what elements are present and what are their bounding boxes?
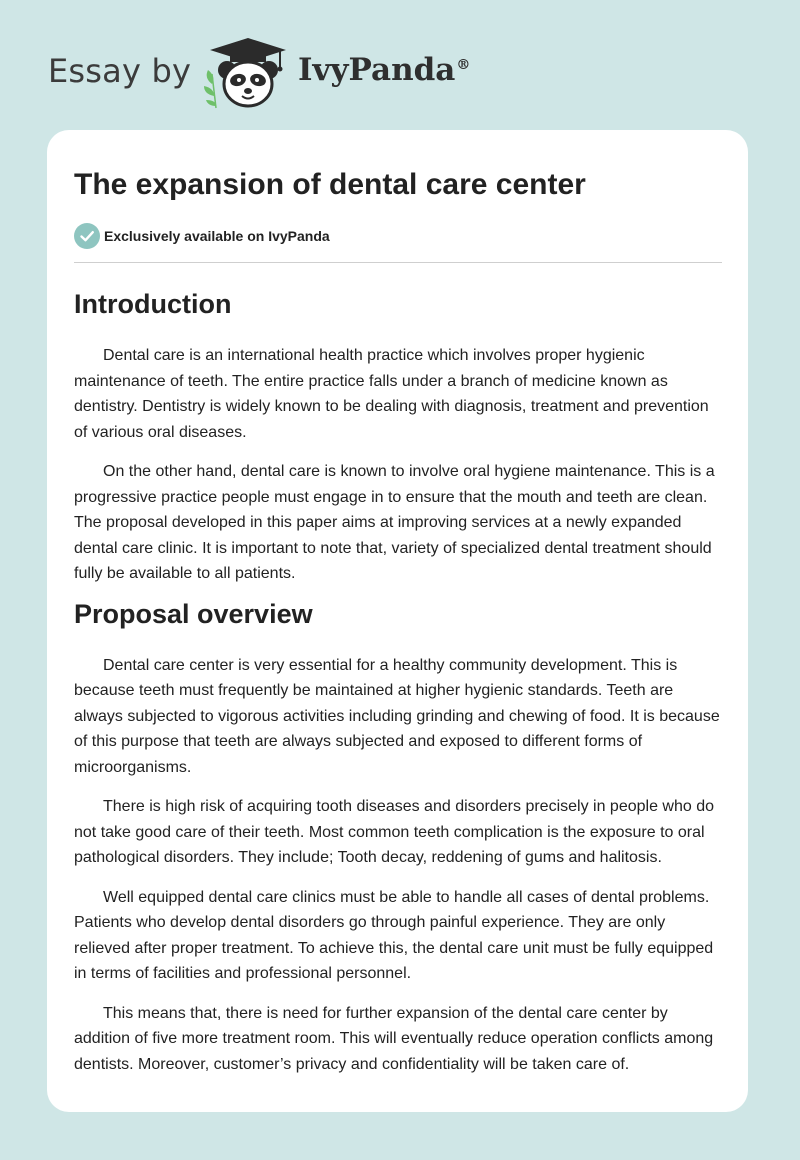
brand-name: IvyPanda® [298, 52, 471, 88]
exclusive-label: Exclusively available on IvyPanda [104, 228, 330, 244]
panda-logo-icon [200, 34, 296, 110]
title-divider [74, 262, 722, 263]
brand-header[interactable] [48, 34, 471, 110]
paragraph: There is high risk of acquiring tooth diseases and disorders precisely in people who do not take good care of their teeth. Most common teeth complication is the exposure to oral pathological disorders. They include; Tooth decay, reddening of gums and halitosis. [74, 798, 715, 866]
paragraph: Well equipped dental care clinics must be able to handle all cases of dental problems. Patients who develop dental disorders go through painful experience. They are only relieved after proper treatment. To achieve this, the dental care unit must be fully equipped in terms of facilities and professional personnel. [74, 888, 714, 982]
page-title: The expansion of dental care center [74, 168, 586, 201]
paragraph: This means that, there is need for further expansion of the dental care center by addition of five more treatment room. This will eventually reduce operation conflicts among dentists. Moreover, customer’s privacy and confidentiality will be taken care of. [74, 1004, 714, 1073]
brand-prefix: Essay by [48, 52, 192, 90]
paragraph: On the other hand, dental care is known to involve oral hygiene maintenance. This is a progressive practice people must engage in to ensure that the mouth and teeth are clean. The proposal developed in this paper aims at improving services at a newly expanded dental care clinic. It is important to note that, variety of specialized dental treatment should fully be available to all patients. [74, 463, 715, 582]
essay-card [47, 130, 748, 1112]
check-badge-icon [74, 223, 100, 249]
paragraph: Dental care is an international health practice which involves proper hygienic maintenance of teeth. The entire practice falls under a branch of medicine known as dentistry. Dentistry is widely known to be dealing with diagnosis, treatment and prevention of various oral diseases. [74, 347, 709, 441]
section-heading-introduction: Introduction [74, 289, 232, 319]
paragraph: Dental care center is very essential for a healthy community development. This is because teeth must frequently be maintained at higher hygienic standards. Teeth are always subjected to vigorous activities including grinding and chewing of food. It is because of this purpose that teeth are always subjected and exposed to different forms of microorganisms. [74, 656, 720, 776]
section-heading-proposal-overview: Proposal overview [74, 598, 313, 629]
exclusive-badge [74, 222, 722, 250]
